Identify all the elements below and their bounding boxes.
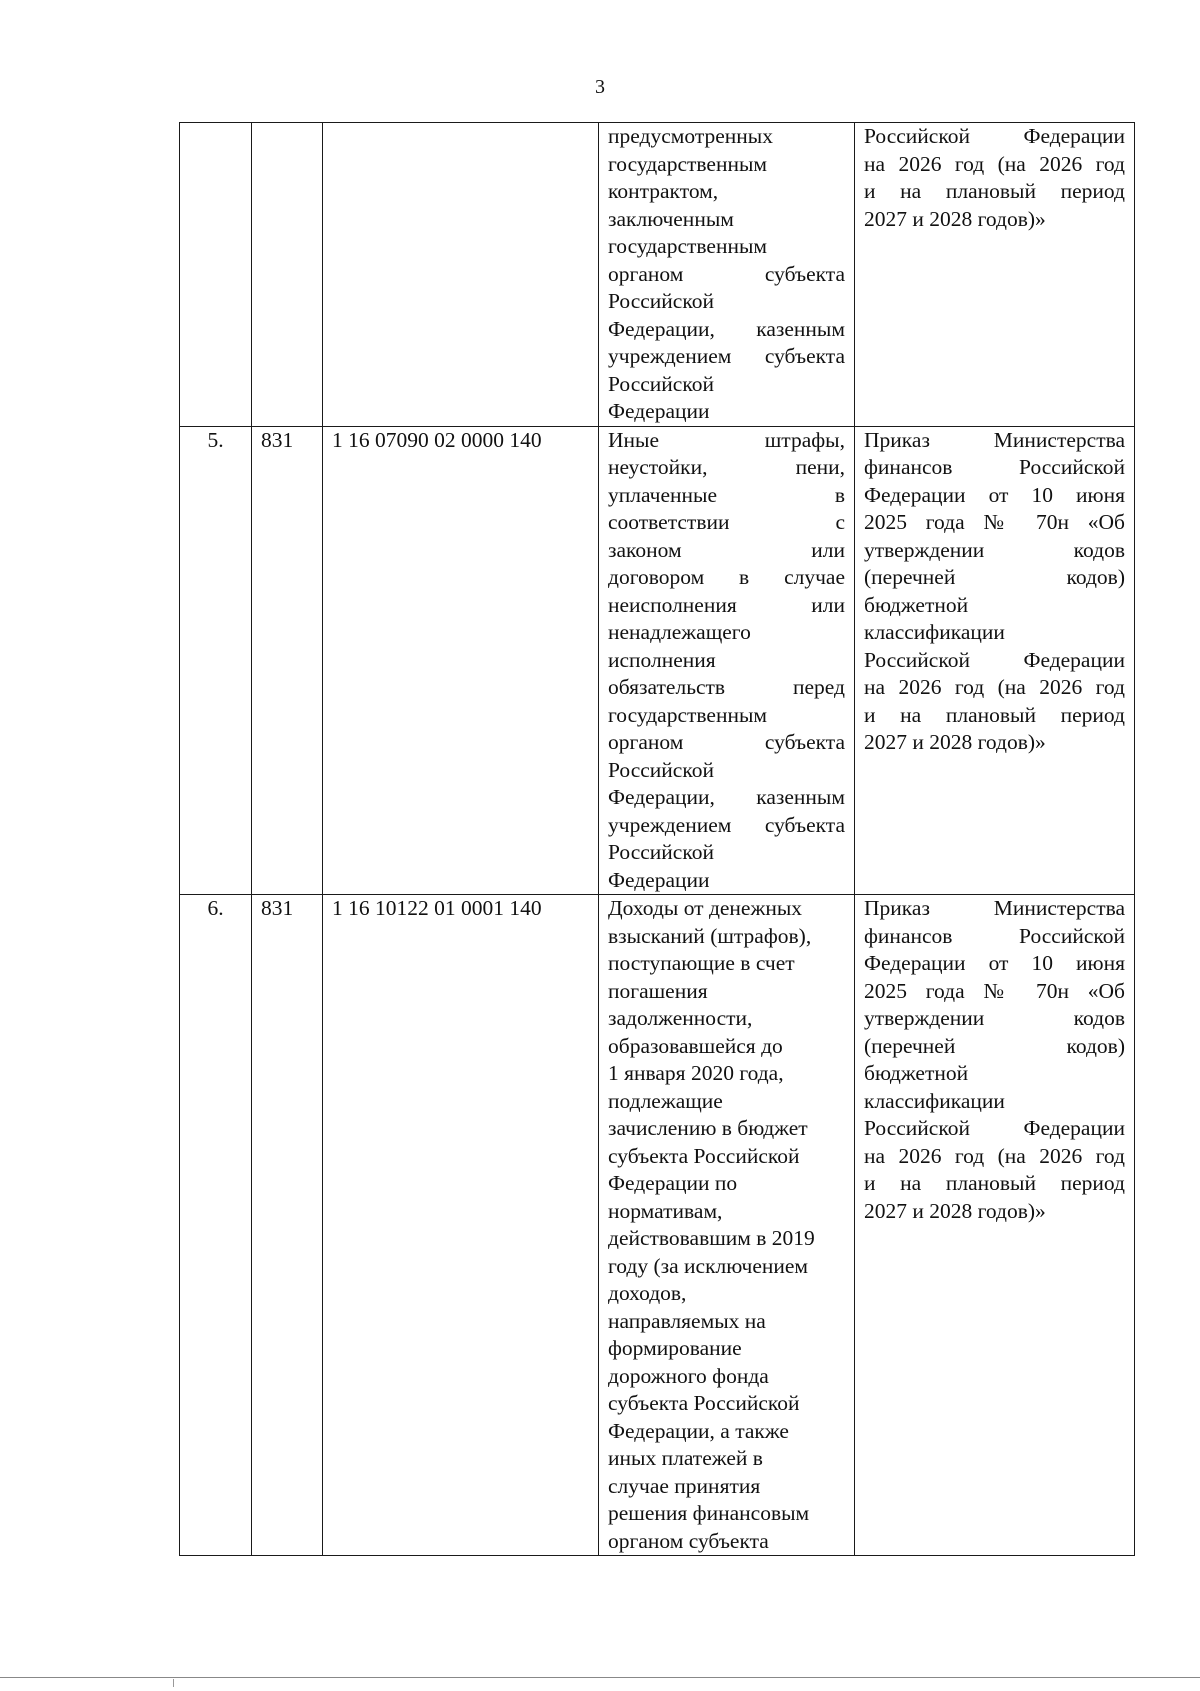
cell-text-line: органом субъекта — [608, 1528, 769, 1553]
cell-text-line: подлежащие — [608, 1088, 723, 1113]
cell-text-line: неисполнения или — [608, 592, 845, 617]
cell-text-line: Российской — [608, 840, 714, 864]
cell-text-line: бюджетной — [864, 1061, 969, 1085]
cell-text-line: ненадлежащего — [608, 620, 751, 644]
cell-text-line: субъекта Российской — [608, 1143, 800, 1168]
cell-text-line: Российской Федерации — [864, 647, 1125, 672]
cell-text-line: классификации — [864, 1088, 1005, 1113]
cell-text-line: утверждении кодов — [864, 1006, 1125, 1030]
cell-text-line: неустойки, пени, — [608, 455, 845, 479]
cell-text-line: Иные штрафы, — [608, 427, 845, 452]
income-name-cell — [599, 123, 855, 427]
cell-text-line: государственным — [608, 234, 768, 258]
cell-text-line: на 2026 год (на 2026 год — [864, 675, 1125, 699]
cell-text-line: действовавшим в 2019 — [608, 1226, 815, 1250]
kbk-code-cell: 1 16 10122 01 0001 140 — [323, 895, 599, 1556]
cell-text-line: доходов, — [608, 1281, 687, 1305]
table-row — [180, 123, 1135, 427]
cell-text-line: случае принятия — [608, 1473, 761, 1498]
row-number-cell: 6. — [180, 895, 252, 1556]
cell-text-line: (перечней кодов) — [864, 565, 1125, 589]
cell-text-line: 2027 и 2028 годов)» — [864, 206, 1046, 231]
cell-text-line: Российской Федерации — [864, 1116, 1125, 1140]
cell-text-line: органом субъекта — [608, 730, 845, 754]
cell-text-line: финансов Российской — [864, 455, 1125, 479]
cell-text-line: поступающие в счет — [608, 951, 795, 975]
cell-text-line: обязательств перед — [608, 675, 845, 699]
cell-text-line: бюджетной — [864, 592, 969, 617]
cell-text-line: Приказ Министерства — [864, 896, 1125, 920]
bottom-scan-rule — [0, 1677, 1200, 1678]
cell-text-line: исполнения — [608, 647, 716, 672]
row-number-cell: 5. — [180, 426, 252, 895]
table-row — [180, 426, 1135, 895]
cell-text-line: Российской — [608, 757, 714, 782]
cell-text-line: Федерации, а также — [608, 1418, 789, 1443]
legal-basis-cell — [855, 123, 1135, 427]
table-body — [180, 123, 1135, 1556]
admin-code-cell: 831 — [252, 426, 323, 895]
kbk-code-cell: 1 16 07090 02 0000 140 — [323, 426, 599, 895]
page-number: 3 — [595, 76, 605, 98]
cell-text-line: задолженности, — [608, 1006, 753, 1030]
cell-text-line: соответствии с — [608, 510, 845, 534]
cell-text-line: договором в случае — [608, 565, 845, 589]
cell-text-line: направляемых на — [608, 1308, 766, 1333]
income-codes-table — [179, 122, 1135, 1556]
cell-text-line: 2027 и 2028 годов)» — [864, 1198, 1046, 1223]
cell-text-line: Федерации по — [608, 1171, 738, 1195]
cell-text-line: погашения — [608, 978, 708, 1003]
cell-text-line: утверждении кодов — [864, 537, 1125, 562]
income-name-cell — [599, 426, 855, 895]
legal-basis-cell — [855, 426, 1135, 895]
cell-text-line: государственным — [608, 702, 768, 727]
cell-text-line: заключенным — [608, 206, 734, 231]
cell-text-line: государственным — [608, 151, 768, 176]
cell-text-line: 1 января 2020 года, — [608, 1061, 784, 1085]
cell-text-line: (перечней кодов) — [864, 1033, 1125, 1058]
cell-text-line: зачислению в бюджет — [608, 1116, 808, 1140]
cell-text-line: классификации — [864, 620, 1005, 644]
admin-code-cell — [252, 123, 323, 427]
cell-text-line: образовавшейся до — [608, 1033, 783, 1058]
cell-text-line: Российской Федерации — [864, 124, 1125, 148]
cell-text-line: взысканий (штрафов), — [608, 923, 812, 948]
cell-text-line: финансов Российской — [864, 923, 1125, 948]
cell-text-line: уплаченные в — [608, 482, 845, 507]
cell-text-line: и на плановый период — [864, 179, 1125, 203]
admin-code-cell: 831 — [252, 895, 323, 1556]
cell-text-line: и на плановый период — [864, 1171, 1125, 1195]
bottom-scan-tick — [173, 1679, 174, 1687]
cell-text-line: органом субъекта — [608, 261, 845, 286]
legal-basis-cell — [855, 895, 1135, 1556]
cell-text-line: Федерации — [608, 867, 710, 892]
cell-text-line: контрактом, — [608, 179, 719, 203]
cell-text-line: на 2026 год (на 2026 год — [864, 1143, 1125, 1168]
cell-text-line: Федерации, казенным — [608, 316, 845, 341]
cell-text-line: нормативам, — [608, 1198, 723, 1223]
cell-text-line: иных платежей в — [608, 1446, 763, 1470]
cell-text-line: Федерации, казенным — [608, 785, 845, 809]
cell-text-line: формирование — [608, 1336, 742, 1360]
cell-text-line: 2025 года № 70н «Об — [864, 510, 1125, 534]
cell-text-line: Федерации — [608, 399, 710, 423]
cell-text-line: законом или — [608, 537, 845, 562]
cell-text-line: году (за исключением — [608, 1253, 809, 1278]
row-number-cell — [180, 123, 252, 427]
cell-text-line: Российской — [608, 371, 714, 396]
cell-text-line: Приказ Министерства — [864, 427, 1125, 452]
cell-text-line: дорожного фонда — [608, 1363, 769, 1388]
cell-text-line: Российской — [608, 289, 714, 313]
cell-text-line: решения финансовым — [608, 1501, 810, 1525]
cell-text-line: Федерации от 10 июня — [864, 951, 1125, 975]
cell-text-line: предусмотренных — [608, 124, 773, 148]
cell-text-line: 2027 и 2028 годов)» — [864, 730, 1046, 754]
kbk-code-cell — [323, 123, 599, 427]
cell-text-line: Доходы от денежных — [608, 896, 803, 920]
cell-text-line: и на плановый период — [864, 702, 1125, 727]
cell-text-line: 2025 года № 70н «Об — [864, 978, 1125, 1003]
cell-text-line: учреждением субъекта — [608, 344, 845, 368]
cell-text-line: учреждением субъекта — [608, 812, 845, 837]
cell-text-line: на 2026 год (на 2026 год — [864, 151, 1125, 176]
income-name-cell — [599, 895, 855, 1556]
cell-text-line: Федерации от 10 июня — [864, 482, 1125, 507]
table-row — [180, 895, 1135, 1556]
cell-text-line: субъекта Российской — [608, 1391, 800, 1415]
